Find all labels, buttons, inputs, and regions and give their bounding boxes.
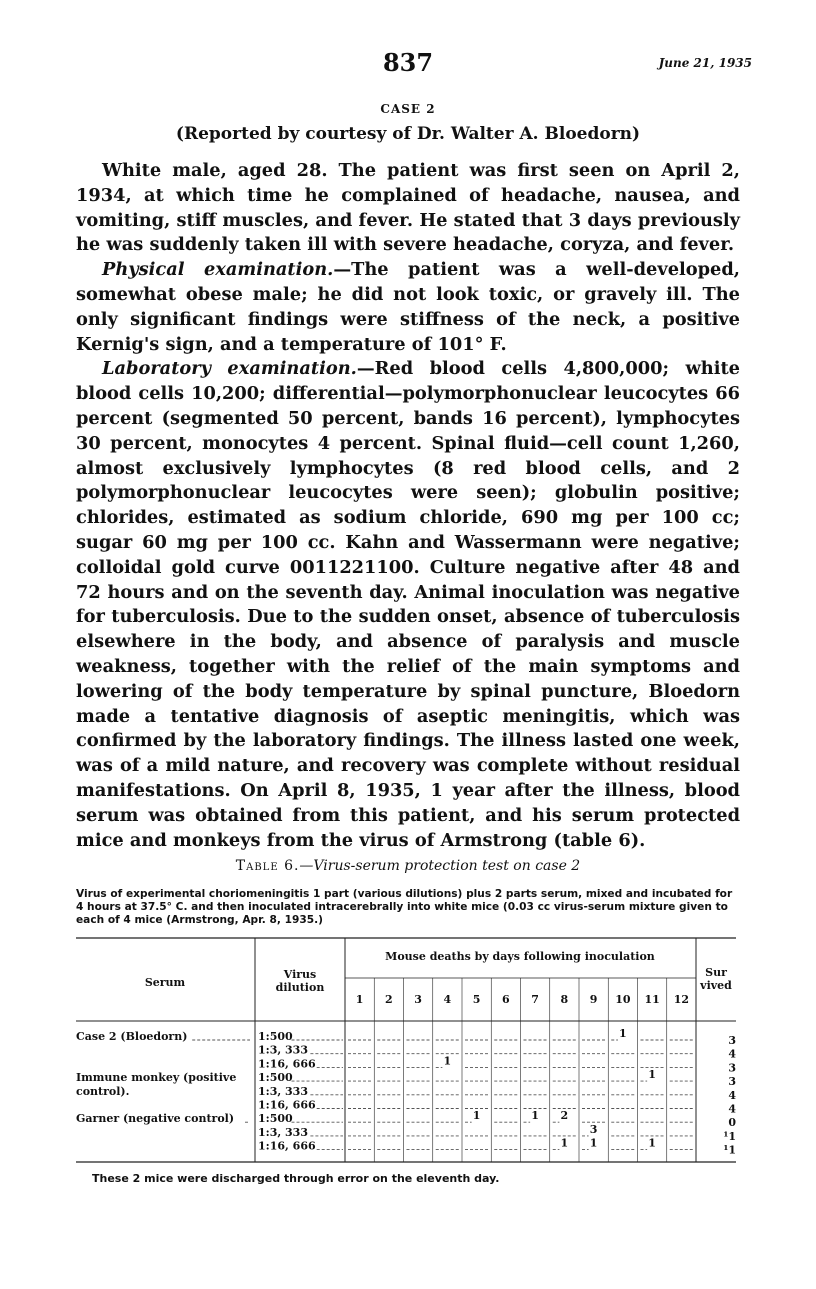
case-heading: CASE 2: [380, 102, 436, 116]
dilution-cell: 1:16, 666: [258, 1057, 316, 1071]
day-header-5: 5: [472, 993, 481, 1006]
dilution-cell: 1:3, 333: [258, 1043, 308, 1057]
physical-exam-text: —The patient was a well-developed, somewhat obese male; he did not look toxic, or gravely ill. The only significant findings were stiffness of the neck, a positive Kernig's sign, and a temperature of 101° F.: [76, 259, 740, 355]
death-count: 1: [531, 1109, 539, 1123]
day-header-6: 6: [502, 993, 510, 1006]
serum-label: Case 2 (Bloedorn): [76, 1030, 188, 1043]
lab-exam-lead: Laboratory examination.: [102, 358, 357, 380]
page-date: June 21, 1935: [658, 56, 752, 70]
dilution-cell: 1:16, 666: [258, 1139, 316, 1153]
header-serum: Serum: [144, 976, 186, 989]
death-count: 2: [560, 1109, 569, 1123]
day-header-1: 1: [355, 993, 364, 1006]
table-title-text: —Virus-serum protection test on case 2: [299, 858, 581, 874]
dilution-cell: 1:500: [258, 1112, 293, 1126]
death-count: 1: [589, 1136, 598, 1150]
header-survived-2: vived: [700, 979, 732, 992]
day-header-2: 2: [385, 993, 393, 1006]
day-header-4: 4: [443, 993, 452, 1006]
reported-by: (Reported by courtesy of Dr. Walter A. Bloedorn): [175, 124, 641, 144]
physical-exam-lead: Physical examination.: [102, 259, 334, 281]
table-footnote: These 2 mice were discharged through error on the eleventh day.: [92, 1172, 500, 1185]
table-caption: Virus of experimental choriomeningitis 1 part (various dilutions) plus 2 parts serum, mixed and incubated for 4 hours at 37.5° C. and then inoculated intracerebrally into white mice (0.03 cc virus-serum mixture given to each of 4 mice (Armstrong, Apr. 8, 1935.): [76, 888, 733, 926]
serum-label: Garner (negative control): [76, 1112, 235, 1126]
day-header-8: 8: [560, 993, 569, 1006]
survived-cell: 4: [728, 1102, 736, 1116]
header-virus-2: dilution: [275, 981, 325, 994]
death-count: 3: [589, 1122, 598, 1136]
header-virus-1: Virus: [283, 968, 317, 981]
header-mouse-deaths: Mouse deaths by days following inoculation: [385, 950, 655, 963]
day-header-11: 11: [644, 993, 660, 1006]
death-count: 1: [648, 1136, 656, 1150]
death-count: 1: [619, 1027, 627, 1040]
lab-exam-text: —Red blood cells 4,800,000; white blood cells 10,200; differential—polymorphonuclear leucocytes 66 percent (segmented 50 percent, bands 16 percent), lymphocytes 30 percent, monocytes 4 percent. Spinal fluid—cell count 1,260, almost exclusively lymphocytes (8 red blood cells, and 2 polymorphonuclear leucocytes were seen); globulin positive; chlorides, estimated as sodium chloride, 690 mg per 100 cc; sugar 60 mg per 100 cc. Kahn and Wassermann were negative; colloidal gold curve 0011221100. Culture negative after 48 and 72 hours and on the seventh day. Animal inoculation was negative for tuberculosis. Due to the sudden onset, absence of tuberculosis elsewhere in the body, and absence of paralysis and muscle weakness, together with the relief of the main symptoms and lowering of the body temperature by spinal puncture, Bloedorn made a tentative diagnosis of aseptic meningitis, which was confirmed by the laboratory findings. The illness lasted one week, was of a mild nature, and recovery was complete without residual manifestations. On April 8, 1935, 1 year after the illness, blood serum was obtained from this patient, and his serum protected mice and monkeys from the virus of Armstrong (table 6).: [76, 358, 740, 851]
survived-cell: 3: [728, 1075, 736, 1089]
dilution-cell: 1:500: [258, 1071, 293, 1085]
survived-cell: 4: [728, 1088, 736, 1102]
serum-label: Immune monkey (positive: [76, 1071, 237, 1085]
day-header-row: [356, 978, 689, 1162]
dilution-cell: 1:16, 666: [258, 1098, 316, 1112]
day-header-12: 12: [673, 993, 690, 1006]
day-header-7: 7: [531, 993, 539, 1006]
header-survived-1: Sur: [705, 966, 727, 979]
dilution-cell: 1:3, 333: [258, 1084, 308, 1098]
survived-cell: ¹1: [723, 1143, 736, 1157]
dilution-cell: 1:500: [258, 1030, 293, 1043]
death-count: 1: [648, 1068, 656, 1082]
survived-cell: 4: [728, 1047, 736, 1061]
death-count: 1: [443, 1054, 452, 1068]
dilution-cell: 1:3, 333: [258, 1125, 308, 1139]
survived-cell: 0: [728, 1116, 736, 1130]
day-header-10: 10: [615, 993, 631, 1006]
paragraph-1: White male, aged 28. The patient was first seen on April 2, 1934, at which time he complained of headache, nausea, and vomiting, stiff muscles, and fever. He stated that 3 days previously he was suddenly taken ill with severe headache, coryza, and fever.: [76, 160, 740, 256]
survived-cell: ¹1: [723, 1129, 736, 1143]
serum-label: control).: [76, 1084, 130, 1098]
survived-cell: 3: [728, 1061, 736, 1075]
death-count: 1: [472, 1109, 481, 1123]
page-number: 837: [382, 48, 434, 77]
survived-cell: 3: [728, 1034, 736, 1047]
day-header-3: 3: [414, 993, 422, 1006]
day-header-9: 9: [589, 993, 598, 1006]
death-count: 1: [560, 1136, 569, 1150]
table-label: Table 6.: [235, 858, 300, 874]
